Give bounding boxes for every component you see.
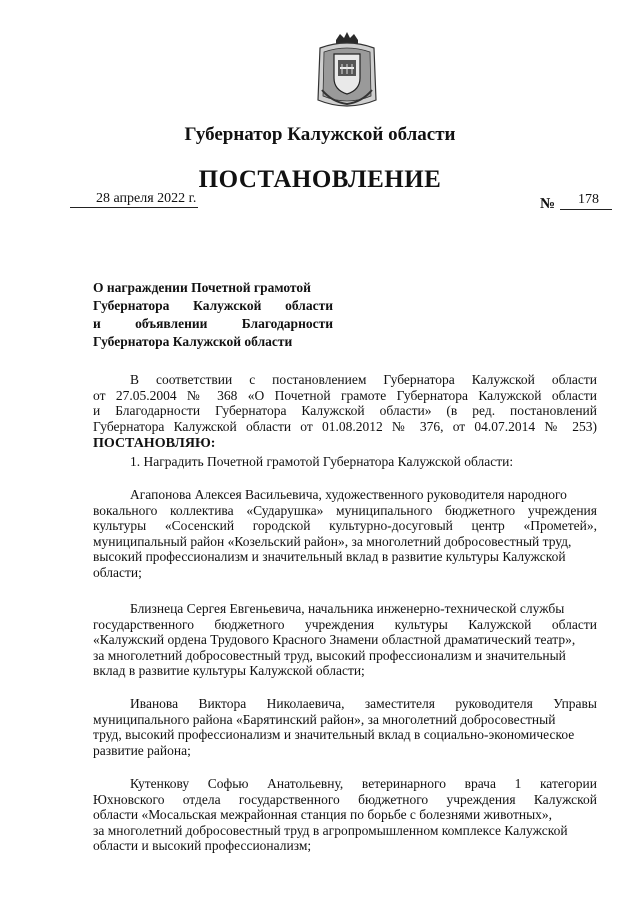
awardee-line: за многолетний добросовестный труд в агропромышленном комплексе Калужской — [93, 822, 568, 838]
subject-line: Губернатора Калужской области — [93, 334, 293, 349]
preamble-line: В соответствии с постановлением Губернатора Калужской области — [130, 372, 597, 387]
awardee-line: муниципального района «Барятинский район», за многолетний добросовестный — [93, 711, 556, 727]
awardee-line: Кутенкову Софью Анатольевну, ветеринарного врача 1 категории — [130, 776, 597, 791]
awardee-line: труд, высокий профессионализм и значительный вклад в социально-экономическое — [93, 727, 575, 742]
awardee-line: развитие района; — [93, 742, 191, 758]
number-label: № — [540, 196, 556, 212]
awardee-line: вокального коллектива «Сударушка» муниципального бюджетного учреждения — [93, 502, 597, 518]
subject-line: Губернатора Калужской области — [93, 298, 333, 313]
awardee-paragraph — [93, 487, 597, 580]
subject-line: и объявлении Благодарности — [93, 316, 333, 331]
awardee-line: государственного бюджетного учреждения культуры Калужской области — [93, 616, 597, 632]
awardee-line: области «Мосальская межрайонная станция по борьбе с болезнями животных», — [93, 807, 553, 822]
awardee-line: высокий профессионализм и значительный вклад в развитие культуры Калужской — [93, 549, 566, 564]
awardee-line: за многолетний добросовестный труд, высокий профессионализм и значительный — [93, 647, 566, 663]
document-number: 178 — [578, 192, 599, 207]
awardee-paragraph — [93, 601, 597, 679]
awardee-line: муниципальный район «Козельский район», за многолетний добросовестный труд, — [93, 533, 572, 549]
preamble-paragraph — [93, 372, 597, 434]
item-1-heading: 1. Наградить Почетной грамотой Губернатора Калужской области: — [130, 454, 514, 469]
preamble-line: и Благодарности Губернатора Калужской области» (в ред. постановлений — [93, 403, 597, 418]
awardee-line: области и высокий профессионализм; — [93, 838, 312, 853]
document-type-title: ПОСТАНОВЛЕНИЕ — [198, 166, 442, 193]
awardee-line: области; — [93, 564, 142, 580]
awardee-line: «Калужский ордена Трудового Красного Знамени областной драматический театр», — [93, 632, 576, 647]
subject-line: О награждении Почетной грамотой — [93, 280, 311, 295]
document-date: 28 апреля 2022 г. — [96, 191, 197, 206]
awardee-line: Иванова Виктора Николаевича, заместителя руководителя Управы — [130, 696, 597, 711]
awardee-line: Близнеца Сергея Евгеньевича, начальника инженерно-технической службы — [130, 601, 565, 616]
coat-of-arms-icon — [312, 30, 382, 112]
preamble-line: от 27.05.2004 № 368 «О Почетной грамоте Губернатора Калужской области — [93, 387, 597, 403]
awardee-paragraph — [93, 696, 597, 758]
document-subject — [93, 279, 333, 351]
awardee-line: вклад в развитие культуры Калужской области; — [93, 663, 365, 678]
number-underline — [560, 209, 612, 210]
awardee-line: Агапонова Алексея Васильевича, художественного руководителя народного — [130, 487, 567, 502]
awardee-line: Юхновского отдела государственного бюджетного учреждения Калужской — [93, 791, 597, 807]
preamble-line: Губернатора Калужской области от 01.08.2012 № 376, от 04.07.2014 № 253) — [93, 418, 597, 434]
issuing-authority: Губернатор Калужской области — [184, 124, 456, 145]
awardee-line: культуры «Сосенский городской культурно-досуговый центр «Прометей», — [93, 518, 597, 533]
decree-word: ПОСТАНОВЛЯЮ: — [93, 436, 216, 451]
awardee-paragraph — [93, 776, 597, 854]
date-underline — [70, 207, 198, 208]
